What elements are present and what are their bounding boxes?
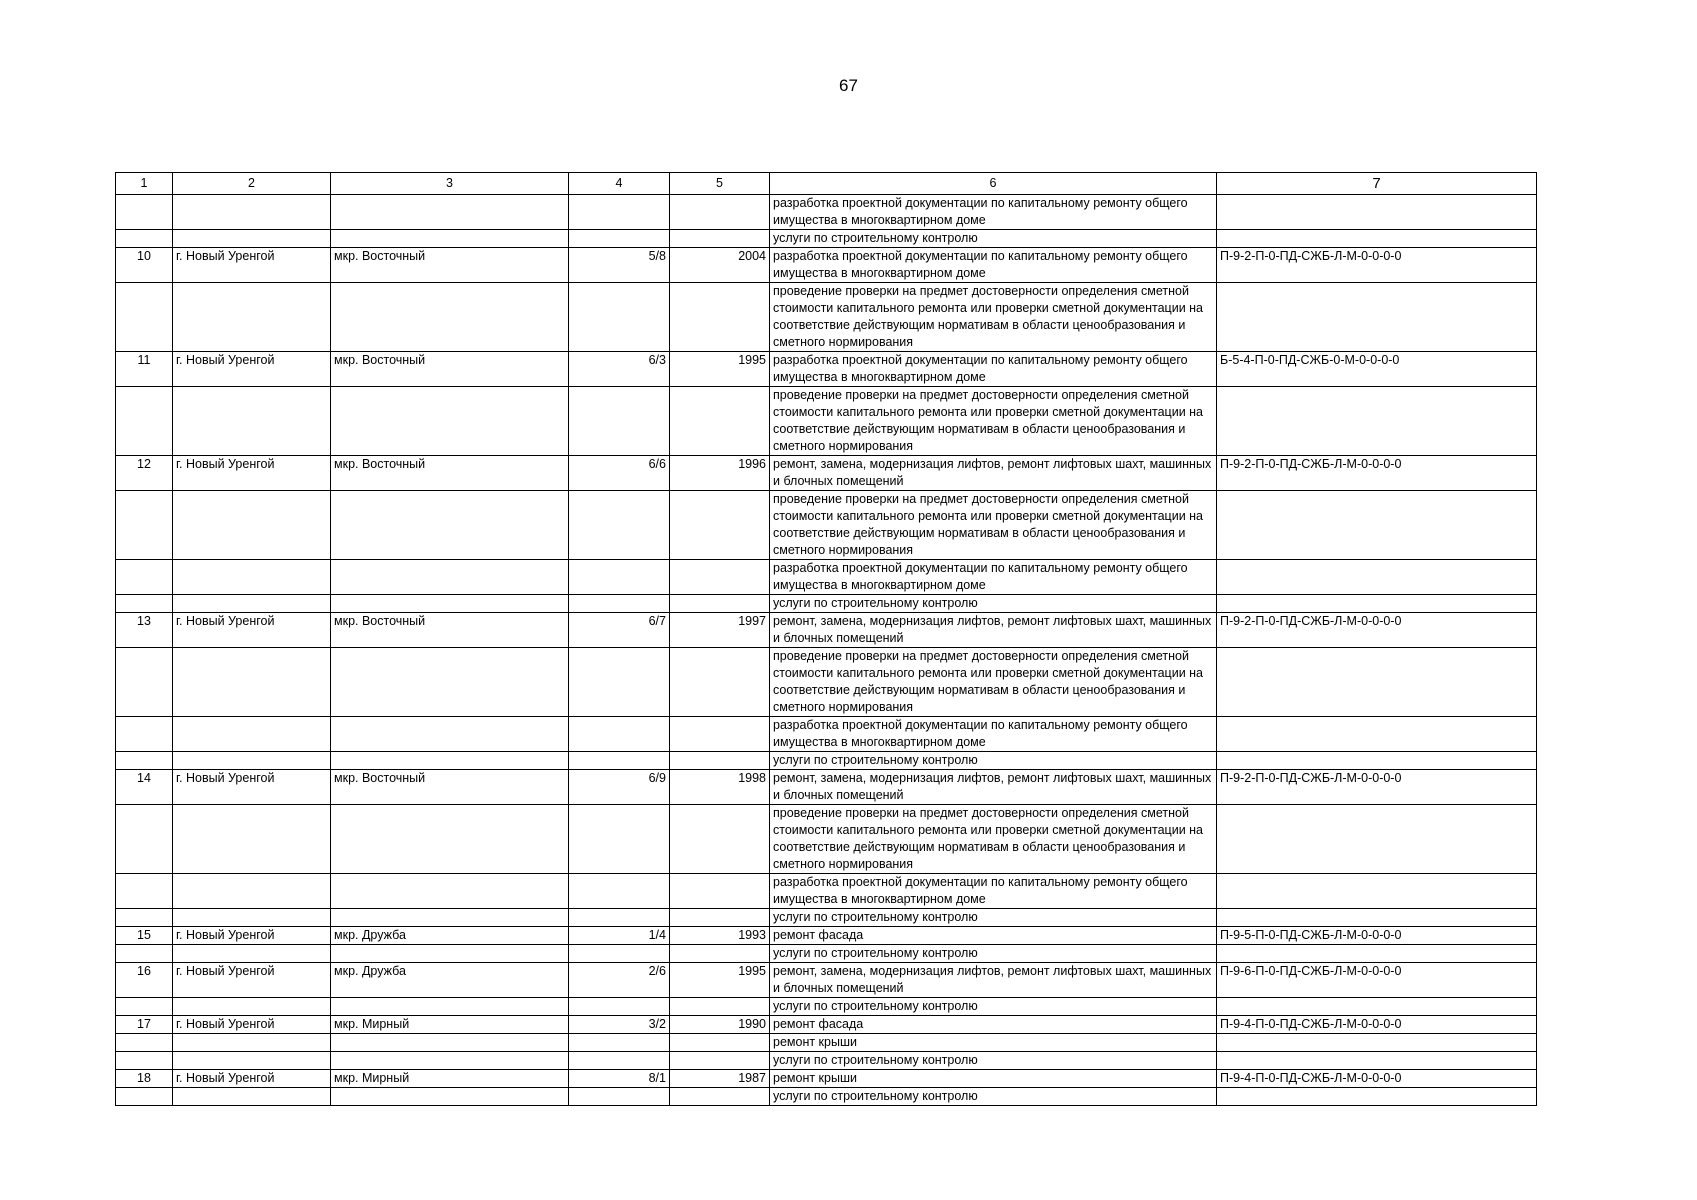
table-body: [116, 173, 1537, 1106]
city-cell: г. Новый Уренгой: [173, 613, 331, 648]
city-cell: [173, 491, 331, 560]
house-code-cell: П-9-2-П-0-ПД-СЖБ-Л-М-0-0-0-0: [1217, 456, 1537, 491]
table-row: [116, 248, 1537, 283]
build-year-cell: [670, 283, 770, 352]
house-number-cell: 1/4: [569, 927, 670, 945]
district-cell: [331, 805, 569, 874]
table-row: [116, 909, 1537, 927]
table-row: [116, 352, 1537, 387]
row-number-cell: [116, 945, 173, 963]
district-cell: [331, 595, 569, 613]
build-year-cell: [670, 1052, 770, 1070]
house-number-cell: [569, 909, 670, 927]
house-code-cell: [1217, 874, 1537, 909]
city-cell: г. Новый Уренгой: [173, 352, 331, 387]
city-cell: [173, 945, 331, 963]
house-code-cell: П-9-5-П-0-ПД-СЖБ-Л-М-0-0-0-0: [1217, 927, 1537, 945]
table-row: [116, 283, 1537, 352]
work-type-cell: разработка проектной документации по капитальному ремонту общего имущества в многоквартирном доме: [770, 352, 1217, 387]
row-number-cell: [116, 1088, 173, 1106]
district-cell: мкр. Дружба: [331, 927, 569, 945]
house-code-cell: [1217, 717, 1537, 752]
city-cell: [173, 648, 331, 717]
city-cell: [173, 998, 331, 1016]
house-number-cell: [569, 230, 670, 248]
work-type-cell: проведение проверки на предмет достоверности определения сметной стоимости капитального ремонта или проверки сметной документации на соответствие действующим нормативам в области ценообразования и сметного нормирования: [770, 805, 1217, 874]
row-number-cell: [116, 595, 173, 613]
table-row: [116, 752, 1537, 770]
house-number-cell: [569, 648, 670, 717]
house-number-cell: [569, 998, 670, 1016]
house-code-cell: [1217, 230, 1537, 248]
house-code-cell: [1217, 387, 1537, 456]
repair-schedule-table: [115, 172, 1537, 1106]
row-number-cell: [116, 1052, 173, 1070]
work-type-cell: услуги по строительному контролю: [770, 1088, 1217, 1106]
work-type-cell: разработка проектной документации по капитальному ремонту общего имущества в многоквартирном доме: [770, 248, 1217, 283]
row-number-cell: 13: [116, 613, 173, 648]
row-number-cell: 10: [116, 248, 173, 283]
house-code-cell: [1217, 805, 1537, 874]
table-row: [116, 1052, 1537, 1070]
table-row: [116, 1016, 1537, 1034]
district-cell: мкр. Восточный: [331, 248, 569, 283]
build-year-cell: 1995: [670, 352, 770, 387]
work-type-cell: разработка проектной документации по капитальному ремонту общего имущества в многоквартирном доме: [770, 874, 1217, 909]
build-year-cell: [670, 717, 770, 752]
build-year-cell: 1987: [670, 1070, 770, 1088]
build-year-cell: 1995: [670, 963, 770, 998]
column-number-header-row: [116, 173, 1537, 195]
city-cell: [173, 1034, 331, 1052]
work-type-cell: ремонт, замена, модернизация лифтов, ремонт лифтовых шахт, машинных и блочных помещений: [770, 770, 1217, 805]
build-year-cell: 2004: [670, 248, 770, 283]
table-row: [116, 998, 1537, 1016]
city-cell: [173, 874, 331, 909]
work-type-cell: разработка проектной документации по капитальному ремонту общего имущества в многоквартирном доме: [770, 717, 1217, 752]
district-cell: [331, 491, 569, 560]
district-cell: [331, 230, 569, 248]
house-code-cell: [1217, 998, 1537, 1016]
row-number-cell: [116, 195, 173, 230]
house-number-cell: 6/9: [569, 770, 670, 805]
build-year-cell: [670, 648, 770, 717]
house-code-cell: [1217, 491, 1537, 560]
table-row: [116, 945, 1537, 963]
district-cell: [331, 195, 569, 230]
district-cell: мкр. Восточный: [331, 456, 569, 491]
house-code-cell: Б-5-4-П-0-ПД-СЖБ-0-М-0-0-0-0: [1217, 352, 1537, 387]
build-year-cell: [670, 805, 770, 874]
house-code-cell: [1217, 595, 1537, 613]
city-cell: [173, 909, 331, 927]
district-cell: мкр. Дружба: [331, 963, 569, 998]
work-type-cell: услуги по строительному контролю: [770, 595, 1217, 613]
table-row: [116, 927, 1537, 945]
house-number-cell: [569, 195, 670, 230]
column-header-6: 6: [770, 173, 1217, 195]
house-number-cell: [569, 752, 670, 770]
city-cell: [173, 387, 331, 456]
build-year-cell: [670, 230, 770, 248]
district-cell: [331, 560, 569, 595]
district-cell: мкр. Восточный: [331, 352, 569, 387]
house-code-cell: [1217, 560, 1537, 595]
row-number-cell: [116, 491, 173, 560]
build-year-cell: [670, 945, 770, 963]
table-row: [116, 560, 1537, 595]
row-number-cell: [116, 998, 173, 1016]
table-row: [116, 648, 1537, 717]
city-cell: [173, 230, 331, 248]
page-number: 67: [839, 76, 858, 95]
column-header-2: 2: [173, 173, 331, 195]
city-cell: [173, 752, 331, 770]
house-number-cell: [569, 1052, 670, 1070]
table-row: [116, 456, 1537, 491]
house-code-cell: П-9-2-П-0-ПД-СЖБ-Л-М-0-0-0-0: [1217, 613, 1537, 648]
district-cell: мкр. Мирный: [331, 1016, 569, 1034]
row-number-cell: [116, 909, 173, 927]
table-row: [116, 1088, 1537, 1106]
work-type-cell: разработка проектной документации по капитальному ремонту общего имущества в многоквартирном доме: [770, 560, 1217, 595]
work-type-cell: ремонт фасада: [770, 1016, 1217, 1034]
city-cell: [173, 1088, 331, 1106]
work-type-cell: проведение проверки на предмет достоверности определения сметной стоимости капитального ремонта или проверки сметной документации на соответствие действующим нормативам в области ценообразования и сметного нормирования: [770, 648, 1217, 717]
house-number-cell: [569, 1088, 670, 1106]
row-number-cell: 14: [116, 770, 173, 805]
column-header-4: 4: [569, 173, 670, 195]
city-cell: [173, 1052, 331, 1070]
work-type-cell: проведение проверки на предмет достоверности определения сметной стоимости капитального ремонта или проверки сметной документации на соответствие действующим нормативам в области ценообразования и сметного нормирования: [770, 387, 1217, 456]
house-code-cell: [1217, 648, 1537, 717]
house-code-cell: П-9-4-П-0-ПД-СЖБ-Л-М-0-0-0-0: [1217, 1070, 1537, 1088]
district-cell: [331, 1088, 569, 1106]
work-type-cell: услуги по строительному контролю: [770, 1052, 1217, 1070]
row-number-cell: [116, 717, 173, 752]
city-cell: г. Новый Уренгой: [173, 1016, 331, 1034]
row-number-cell: 11: [116, 352, 173, 387]
house-number-cell: [569, 491, 670, 560]
house-code-cell: [1217, 283, 1537, 352]
city-cell: г. Новый Уренгой: [173, 963, 331, 998]
build-year-cell: [670, 1034, 770, 1052]
city-cell: [173, 717, 331, 752]
house-code-cell: П-9-2-П-0-ПД-СЖБ-Л-М-0-0-0-0: [1217, 770, 1537, 805]
build-year-cell: 1997: [670, 613, 770, 648]
district-cell: [331, 752, 569, 770]
work-type-cell: ремонт, замена, модернизация лифтов, ремонт лифтовых шахт, машинных и блочных помещений: [770, 456, 1217, 491]
build-year-cell: [670, 998, 770, 1016]
house-number-cell: [569, 560, 670, 595]
city-cell: [173, 560, 331, 595]
column-header-7: 7: [1217, 173, 1537, 195]
build-year-cell: [670, 491, 770, 560]
work-type-cell: услуги по строительному контролю: [770, 945, 1217, 963]
work-type-cell: разработка проектной документации по капитальному ремонту общего имущества в многоквартирном доме: [770, 195, 1217, 230]
district-cell: [331, 874, 569, 909]
district-cell: мкр. Восточный: [331, 770, 569, 805]
house-number-cell: 6/7: [569, 613, 670, 648]
build-year-cell: [670, 195, 770, 230]
city-cell: г. Новый Уренгой: [173, 927, 331, 945]
city-cell: г. Новый Уренгой: [173, 1070, 331, 1088]
build-year-cell: 1990: [670, 1016, 770, 1034]
city-cell: [173, 595, 331, 613]
district-cell: [331, 1052, 569, 1070]
house-code-cell: [1217, 195, 1537, 230]
work-type-cell: проведение проверки на предмет достоверности определения сметной стоимости капитального ремонта или проверки сметной документации на соответствие действующим нормативам в области ценообразования и сметного нормирования: [770, 283, 1217, 352]
work-type-cell: ремонт фасада: [770, 927, 1217, 945]
district-cell: [331, 945, 569, 963]
house-code-cell: [1217, 909, 1537, 927]
table-row: [116, 874, 1537, 909]
district-cell: [331, 909, 569, 927]
house-code-cell: [1217, 1088, 1537, 1106]
work-type-cell: услуги по строительному контролю: [770, 752, 1217, 770]
row-number-cell: [116, 752, 173, 770]
district-cell: [331, 717, 569, 752]
house-number-cell: [569, 1034, 670, 1052]
house-number-cell: [569, 717, 670, 752]
table-row: [116, 387, 1537, 456]
house-code-cell: П-9-6-П-0-ПД-СЖБ-Л-М-0-0-0-0: [1217, 963, 1537, 998]
build-year-cell: [670, 560, 770, 595]
house-number-cell: 5/8: [569, 248, 670, 283]
table-row: [116, 805, 1537, 874]
house-number-cell: [569, 945, 670, 963]
build-year-cell: [670, 874, 770, 909]
district-cell: мкр. Восточный: [331, 613, 569, 648]
district-cell: [331, 998, 569, 1016]
house-number-cell: [569, 805, 670, 874]
house-code-cell: П-9-4-П-0-ПД-СЖБ-Л-М-0-0-0-0: [1217, 1016, 1537, 1034]
table-row: [116, 230, 1537, 248]
table-row: [116, 491, 1537, 560]
house-number-cell: 6/3: [569, 352, 670, 387]
table-row: [116, 963, 1537, 998]
row-number-cell: 18: [116, 1070, 173, 1088]
house-code-cell: [1217, 1052, 1537, 1070]
table-row: [116, 613, 1537, 648]
district-cell: мкр. Мирный: [331, 1070, 569, 1088]
district-cell: [331, 1034, 569, 1052]
row-number-cell: 17: [116, 1016, 173, 1034]
house-code-cell: [1217, 1034, 1537, 1052]
column-header-3: 3: [331, 173, 569, 195]
build-year-cell: [670, 909, 770, 927]
table-row: [116, 770, 1537, 805]
row-number-cell: [116, 387, 173, 456]
work-type-cell: проведение проверки на предмет достоверности определения сметной стоимости капитального ремонта или проверки сметной документации на соответствие действующим нормативам в области ценообразования и сметного нормирования: [770, 491, 1217, 560]
row-number-cell: [116, 874, 173, 909]
house-number-cell: 3/2: [569, 1016, 670, 1034]
row-number-cell: [116, 648, 173, 717]
build-year-cell: [670, 752, 770, 770]
work-type-cell: услуги по строительному контролю: [770, 998, 1217, 1016]
row-number-cell: [116, 1034, 173, 1052]
house-code-cell: [1217, 945, 1537, 963]
table-row: [116, 717, 1537, 752]
work-type-cell: услуги по строительному контролю: [770, 230, 1217, 248]
work-type-cell: ремонт крыши: [770, 1070, 1217, 1088]
row-number-cell: 12: [116, 456, 173, 491]
city-cell: [173, 283, 331, 352]
city-cell: г. Новый Уренгой: [173, 770, 331, 805]
row-number-cell: [116, 230, 173, 248]
build-year-cell: 1998: [670, 770, 770, 805]
work-type-cell: ремонт, замена, модернизация лифтов, ремонт лифтовых шахт, машинных и блочных помещений: [770, 613, 1217, 648]
row-number-cell: 16: [116, 963, 173, 998]
work-type-cell: услуги по строительному контролю: [770, 909, 1217, 927]
city-cell: [173, 805, 331, 874]
column-header-1: 1: [116, 173, 173, 195]
house-number-cell: [569, 595, 670, 613]
house-number-cell: [569, 387, 670, 456]
table-row: [116, 595, 1537, 613]
house-number-cell: 8/1: [569, 1070, 670, 1088]
table-row: [116, 1034, 1537, 1052]
build-year-cell: [670, 595, 770, 613]
city-cell: г. Новый Уренгой: [173, 248, 331, 283]
row-number-cell: [116, 560, 173, 595]
build-year-cell: [670, 1088, 770, 1106]
district-cell: [331, 283, 569, 352]
row-number-cell: [116, 283, 173, 352]
house-code-cell: [1217, 752, 1537, 770]
district-cell: [331, 648, 569, 717]
build-year-cell: [670, 387, 770, 456]
work-type-cell: ремонт, замена, модернизация лифтов, ремонт лифтовых шахт, машинных и блочных помещений: [770, 963, 1217, 998]
build-year-cell: 1993: [670, 927, 770, 945]
city-cell: г. Новый Уренгой: [173, 456, 331, 491]
row-number-cell: [116, 805, 173, 874]
district-cell: [331, 387, 569, 456]
row-number-cell: 15: [116, 927, 173, 945]
house-number-cell: 2/6: [569, 963, 670, 998]
work-type-cell: ремонт крыши: [770, 1034, 1217, 1052]
house-number-cell: [569, 874, 670, 909]
city-cell: [173, 195, 331, 230]
table-row: [116, 1070, 1537, 1088]
house-number-cell: 6/6: [569, 456, 670, 491]
house-number-cell: [569, 283, 670, 352]
build-year-cell: 1996: [670, 456, 770, 491]
house-code-cell: П-9-2-П-0-ПД-СЖБ-Л-М-0-0-0-0: [1217, 248, 1537, 283]
column-header-5: 5: [670, 173, 770, 195]
table-row: [116, 195, 1537, 230]
